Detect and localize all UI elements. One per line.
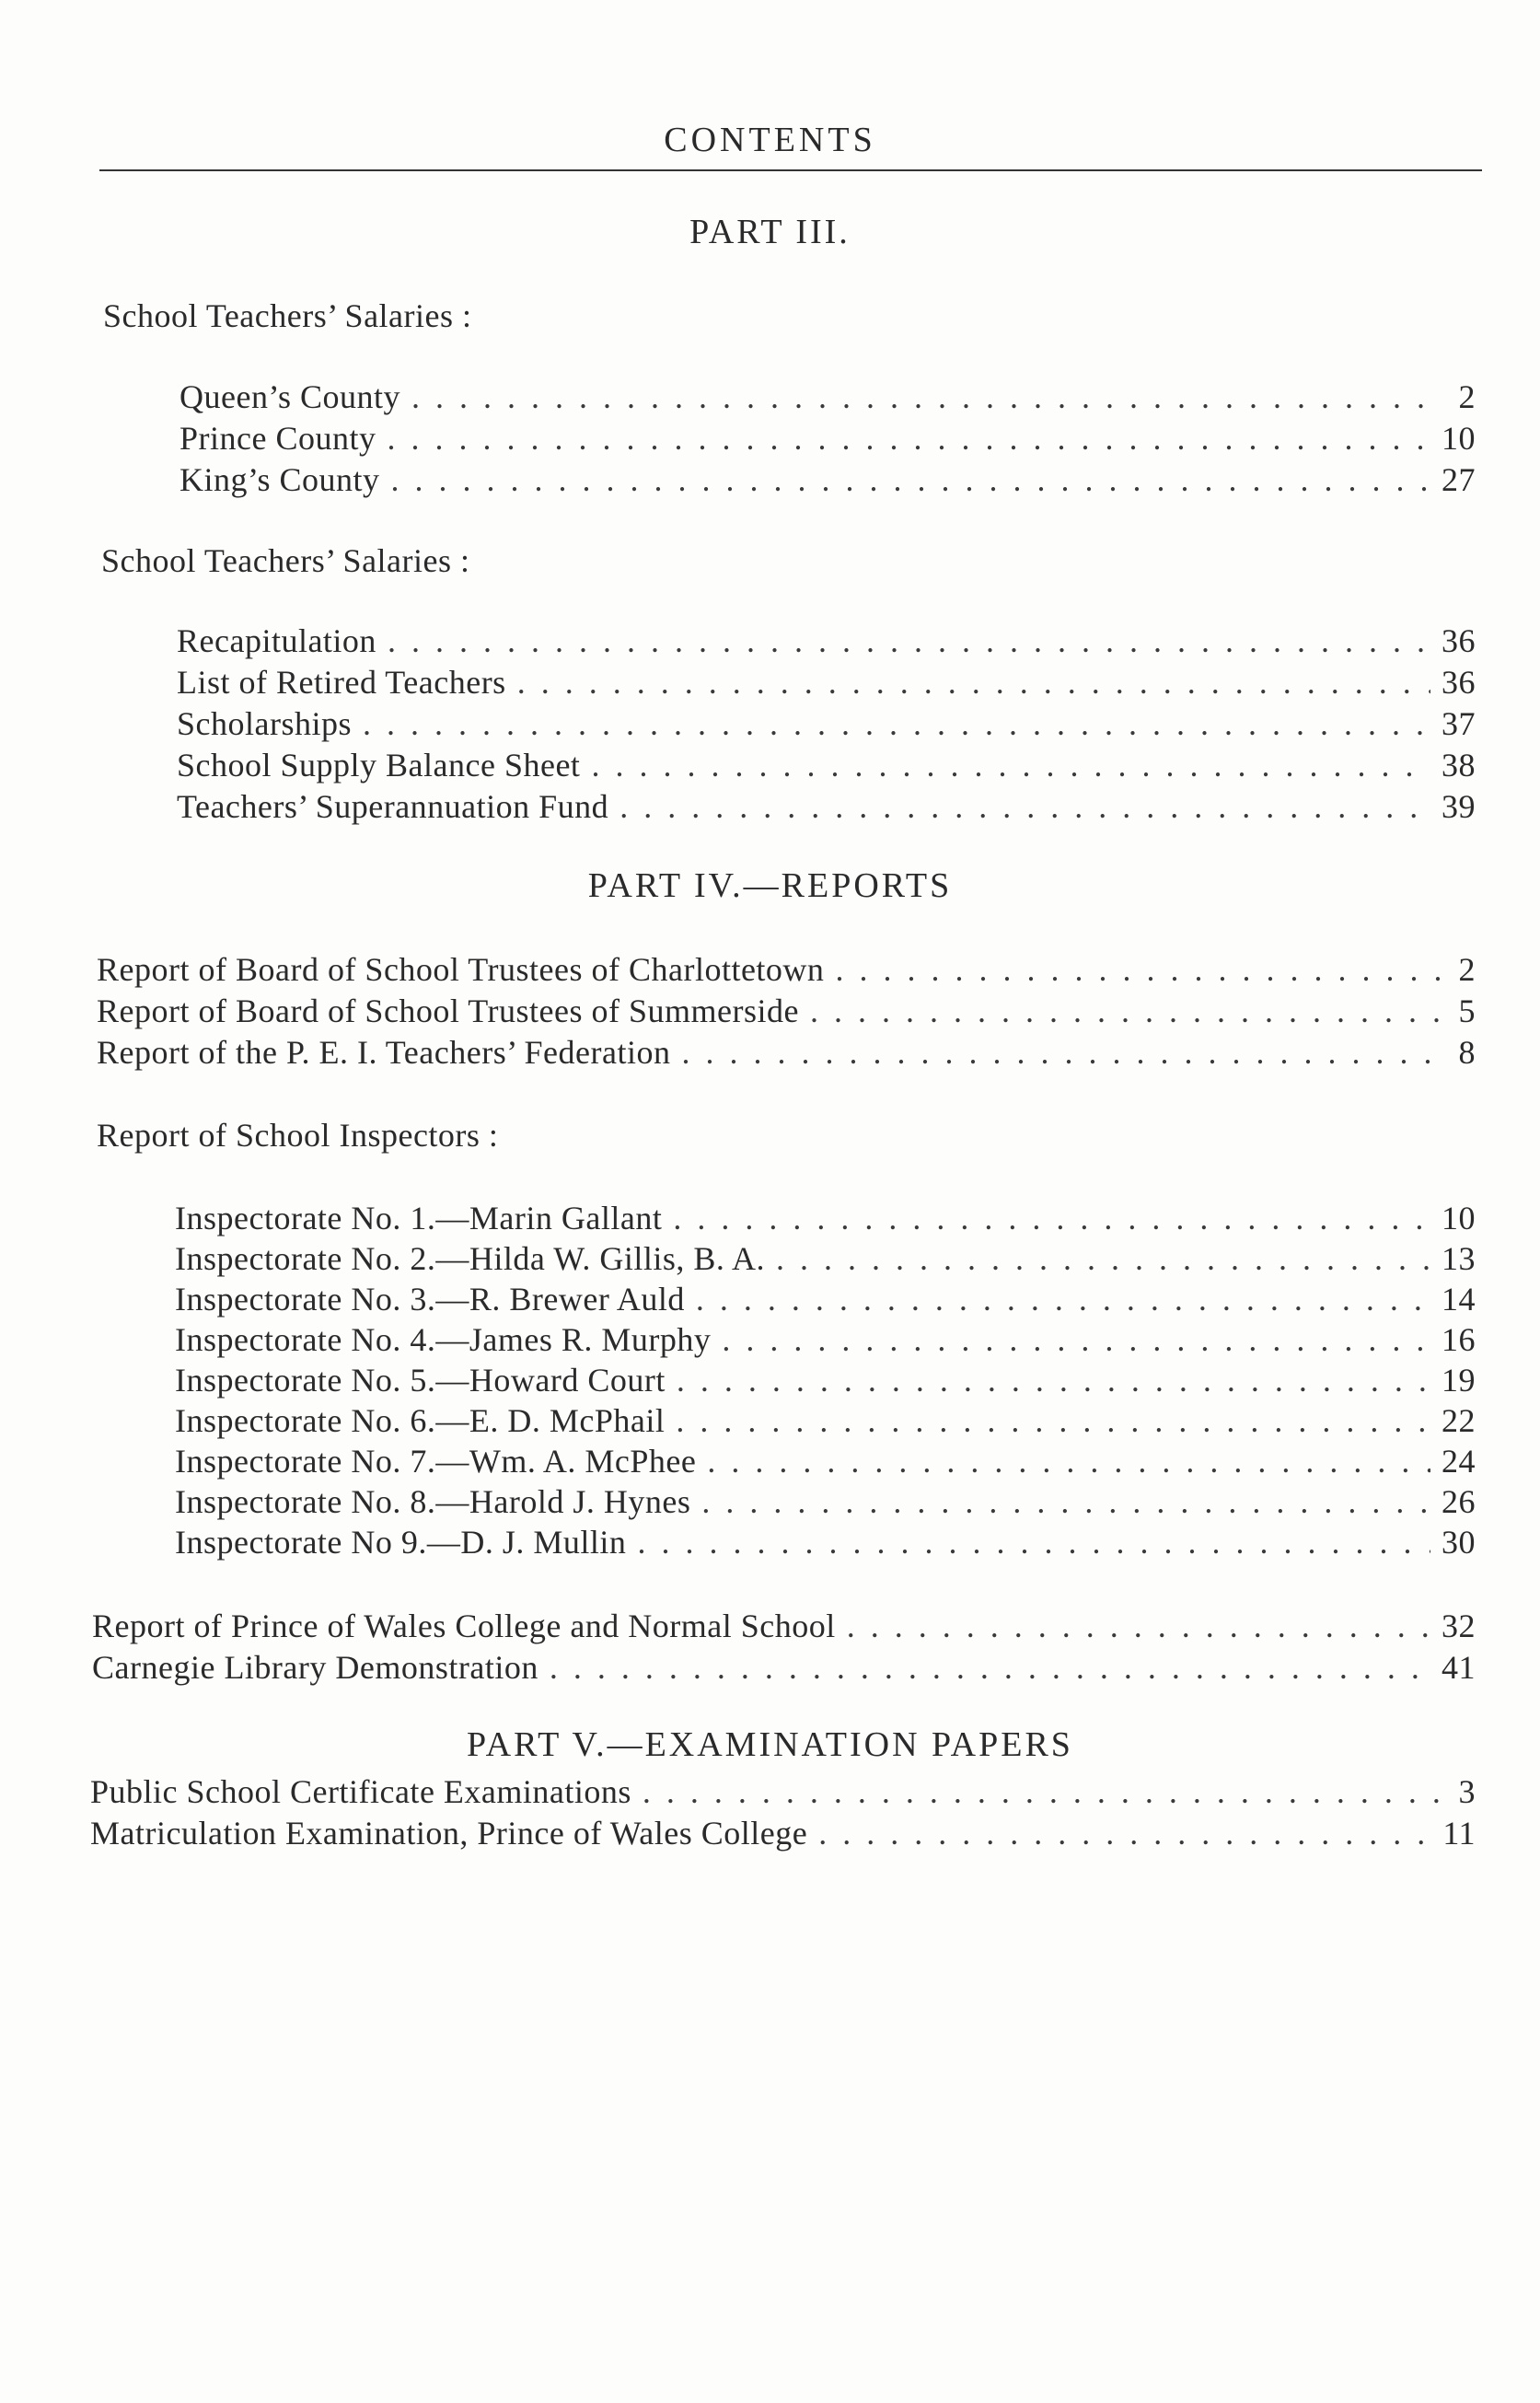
toc-entry[interactable] (179, 419, 1476, 459)
dot-leader (388, 621, 1430, 660)
toc-entry[interactable] (177, 621, 1476, 662)
page-title: CONTENTS (664, 121, 876, 159)
entry-title: Inspectorate No. 5.—Howard Court (175, 1362, 666, 1399)
toc-entry[interactable] (175, 1482, 1476, 1523)
dot-leader (677, 1361, 1430, 1399)
entry-title: Inspectorate No. 8.—Harold J. Hynes (175, 1483, 691, 1520)
dot-leader (818, 1814, 1431, 1852)
header-rule (99, 169, 1482, 171)
toc-entry[interactable] (179, 377, 1476, 418)
dot-leader (707, 1442, 1430, 1480)
entry-title: School Supply Balance Sheet (177, 747, 581, 784)
entry-title: Inspectorate No. 6.—E. D. McPhail (175, 1402, 666, 1439)
page-number: 39 (1442, 788, 1476, 825)
dot-leader (387, 419, 1430, 458)
page-number: 13 (1442, 1240, 1476, 1277)
page-number: 8 (1458, 1034, 1476, 1071)
toc-entry[interactable] (175, 1442, 1476, 1482)
group-label-inspectors: Report of School Inspectors : (97, 1117, 499, 1154)
toc-entry[interactable] (177, 787, 1476, 828)
part-3-heading: PART III. (689, 213, 851, 251)
toc-entry[interactable] (175, 1199, 1476, 1239)
page-number: 32 (1442, 1608, 1476, 1644)
dot-leader (776, 1239, 1430, 1278)
page-number: 5 (1458, 993, 1476, 1029)
dot-leader (696, 1280, 1430, 1318)
dot-leader (673, 1199, 1430, 1237)
entry-title: Public School Certificate Examinations (90, 1773, 631, 1810)
entry-title: Inspectorate No 9.—D. J. Mullin (175, 1524, 627, 1561)
toc-entry[interactable] (175, 1523, 1476, 1563)
toc-entry[interactable] (92, 1607, 1476, 1647)
toc-entry[interactable] (179, 460, 1476, 501)
entry-title: Inspectorate No. 1.—Marin Gallant (175, 1200, 663, 1236)
toc-entry[interactable] (175, 1361, 1476, 1401)
page-number: 3 (1458, 1773, 1476, 1810)
entry-title: Inspectorate No. 4.—James R. Murphy (175, 1321, 712, 1358)
toc-entry[interactable] (97, 1033, 1476, 1074)
toc-entry[interactable] (97, 950, 1476, 991)
entry-title: Report of Board of School Trustees of Summerside (97, 993, 799, 1029)
entry-title: Inspectorate No. 7.—Wm. A. McPhee (175, 1443, 697, 1480)
dot-leader (591, 746, 1430, 784)
dot-leader (363, 704, 1430, 743)
dot-leader (676, 1401, 1430, 1440)
toc-entry[interactable] (175, 1280, 1476, 1320)
page-number: 22 (1442, 1402, 1476, 1439)
group-label-salaries: School Teachers’ Salaries : (101, 542, 470, 579)
dot-leader (411, 377, 1441, 416)
toc-entry[interactable] (97, 992, 1476, 1032)
page-number: 41 (1442, 1649, 1476, 1686)
toc-entry[interactable] (90, 1814, 1476, 1854)
page-number: 36 (1442, 622, 1476, 659)
dot-leader (643, 1772, 1446, 1811)
page-number: 2 (1458, 951, 1476, 988)
dot-leader (810, 992, 1448, 1030)
dot-leader (835, 950, 1447, 989)
page-number: 24 (1442, 1443, 1476, 1480)
dot-leader (619, 787, 1430, 826)
entry-title: Inspectorate No. 2.—Hilda W. Gillis, B. A. (175, 1240, 765, 1277)
dot-leader (550, 1648, 1430, 1687)
group-label-salaries: School Teachers’ Salaries : (103, 297, 472, 334)
page-number: 26 (1442, 1483, 1476, 1520)
toc-entry[interactable] (92, 1648, 1476, 1689)
page-number: 10 (1442, 420, 1476, 457)
page-number: 27 (1442, 461, 1476, 498)
page-number: 36 (1442, 664, 1476, 701)
dot-leader (681, 1033, 1446, 1072)
toc-entry[interactable] (177, 663, 1476, 703)
entry-title: Report of the P. E. I. Teachers’ Federation (97, 1034, 671, 1071)
toc-entry[interactable] (175, 1239, 1476, 1280)
entry-title: Recapitulation (177, 622, 376, 659)
entry-title: King’s County (179, 461, 380, 498)
entry-title: Report of Prince of Wales College and Normal School (92, 1608, 836, 1644)
toc-entry[interactable] (177, 746, 1476, 786)
part-4-heading: PART IV.—REPORTS (587, 866, 953, 905)
dot-leader (637, 1523, 1430, 1561)
entry-title: Carnegie Library Demonstration (92, 1649, 538, 1686)
dot-leader (517, 663, 1430, 702)
entry-title: Teachers’ Superannuation Fund (177, 788, 609, 825)
page-number: 30 (1442, 1524, 1476, 1561)
toc-entry[interactable] (177, 704, 1476, 745)
entry-title: Prince County (179, 420, 376, 457)
toc-entry[interactable] (90, 1772, 1476, 1813)
entry-title: Queen’s County (179, 378, 400, 415)
page-number: 11 (1442, 1815, 1476, 1852)
toc-entry[interactable] (175, 1401, 1476, 1442)
page-number: 14 (1442, 1281, 1476, 1318)
page-number: 16 (1442, 1321, 1476, 1358)
page-number: 2 (1458, 378, 1476, 415)
dot-leader (722, 1320, 1430, 1359)
entry-title: Matriculation Examination, Prince of Wales College (90, 1815, 808, 1852)
part-5-heading: PART V.—EXAMINATION PAPERS (467, 1725, 1073, 1764)
entry-title: Scholarships (177, 705, 352, 742)
page-number: 38 (1442, 747, 1476, 784)
toc-entry[interactable] (175, 1320, 1476, 1361)
page-number: 10 (1442, 1200, 1476, 1236)
dot-leader (847, 1607, 1430, 1645)
page-number: 19 (1442, 1362, 1476, 1399)
dot-leader (391, 460, 1430, 499)
page-number: 37 (1442, 705, 1476, 742)
entry-title: Report of Board of School Trustees of Charlottetown (97, 951, 825, 988)
entry-title: Inspectorate No. 3.—R. Brewer Auld (175, 1281, 685, 1318)
dot-leader (701, 1482, 1430, 1521)
entry-title: List of Retired Teachers (177, 664, 506, 701)
